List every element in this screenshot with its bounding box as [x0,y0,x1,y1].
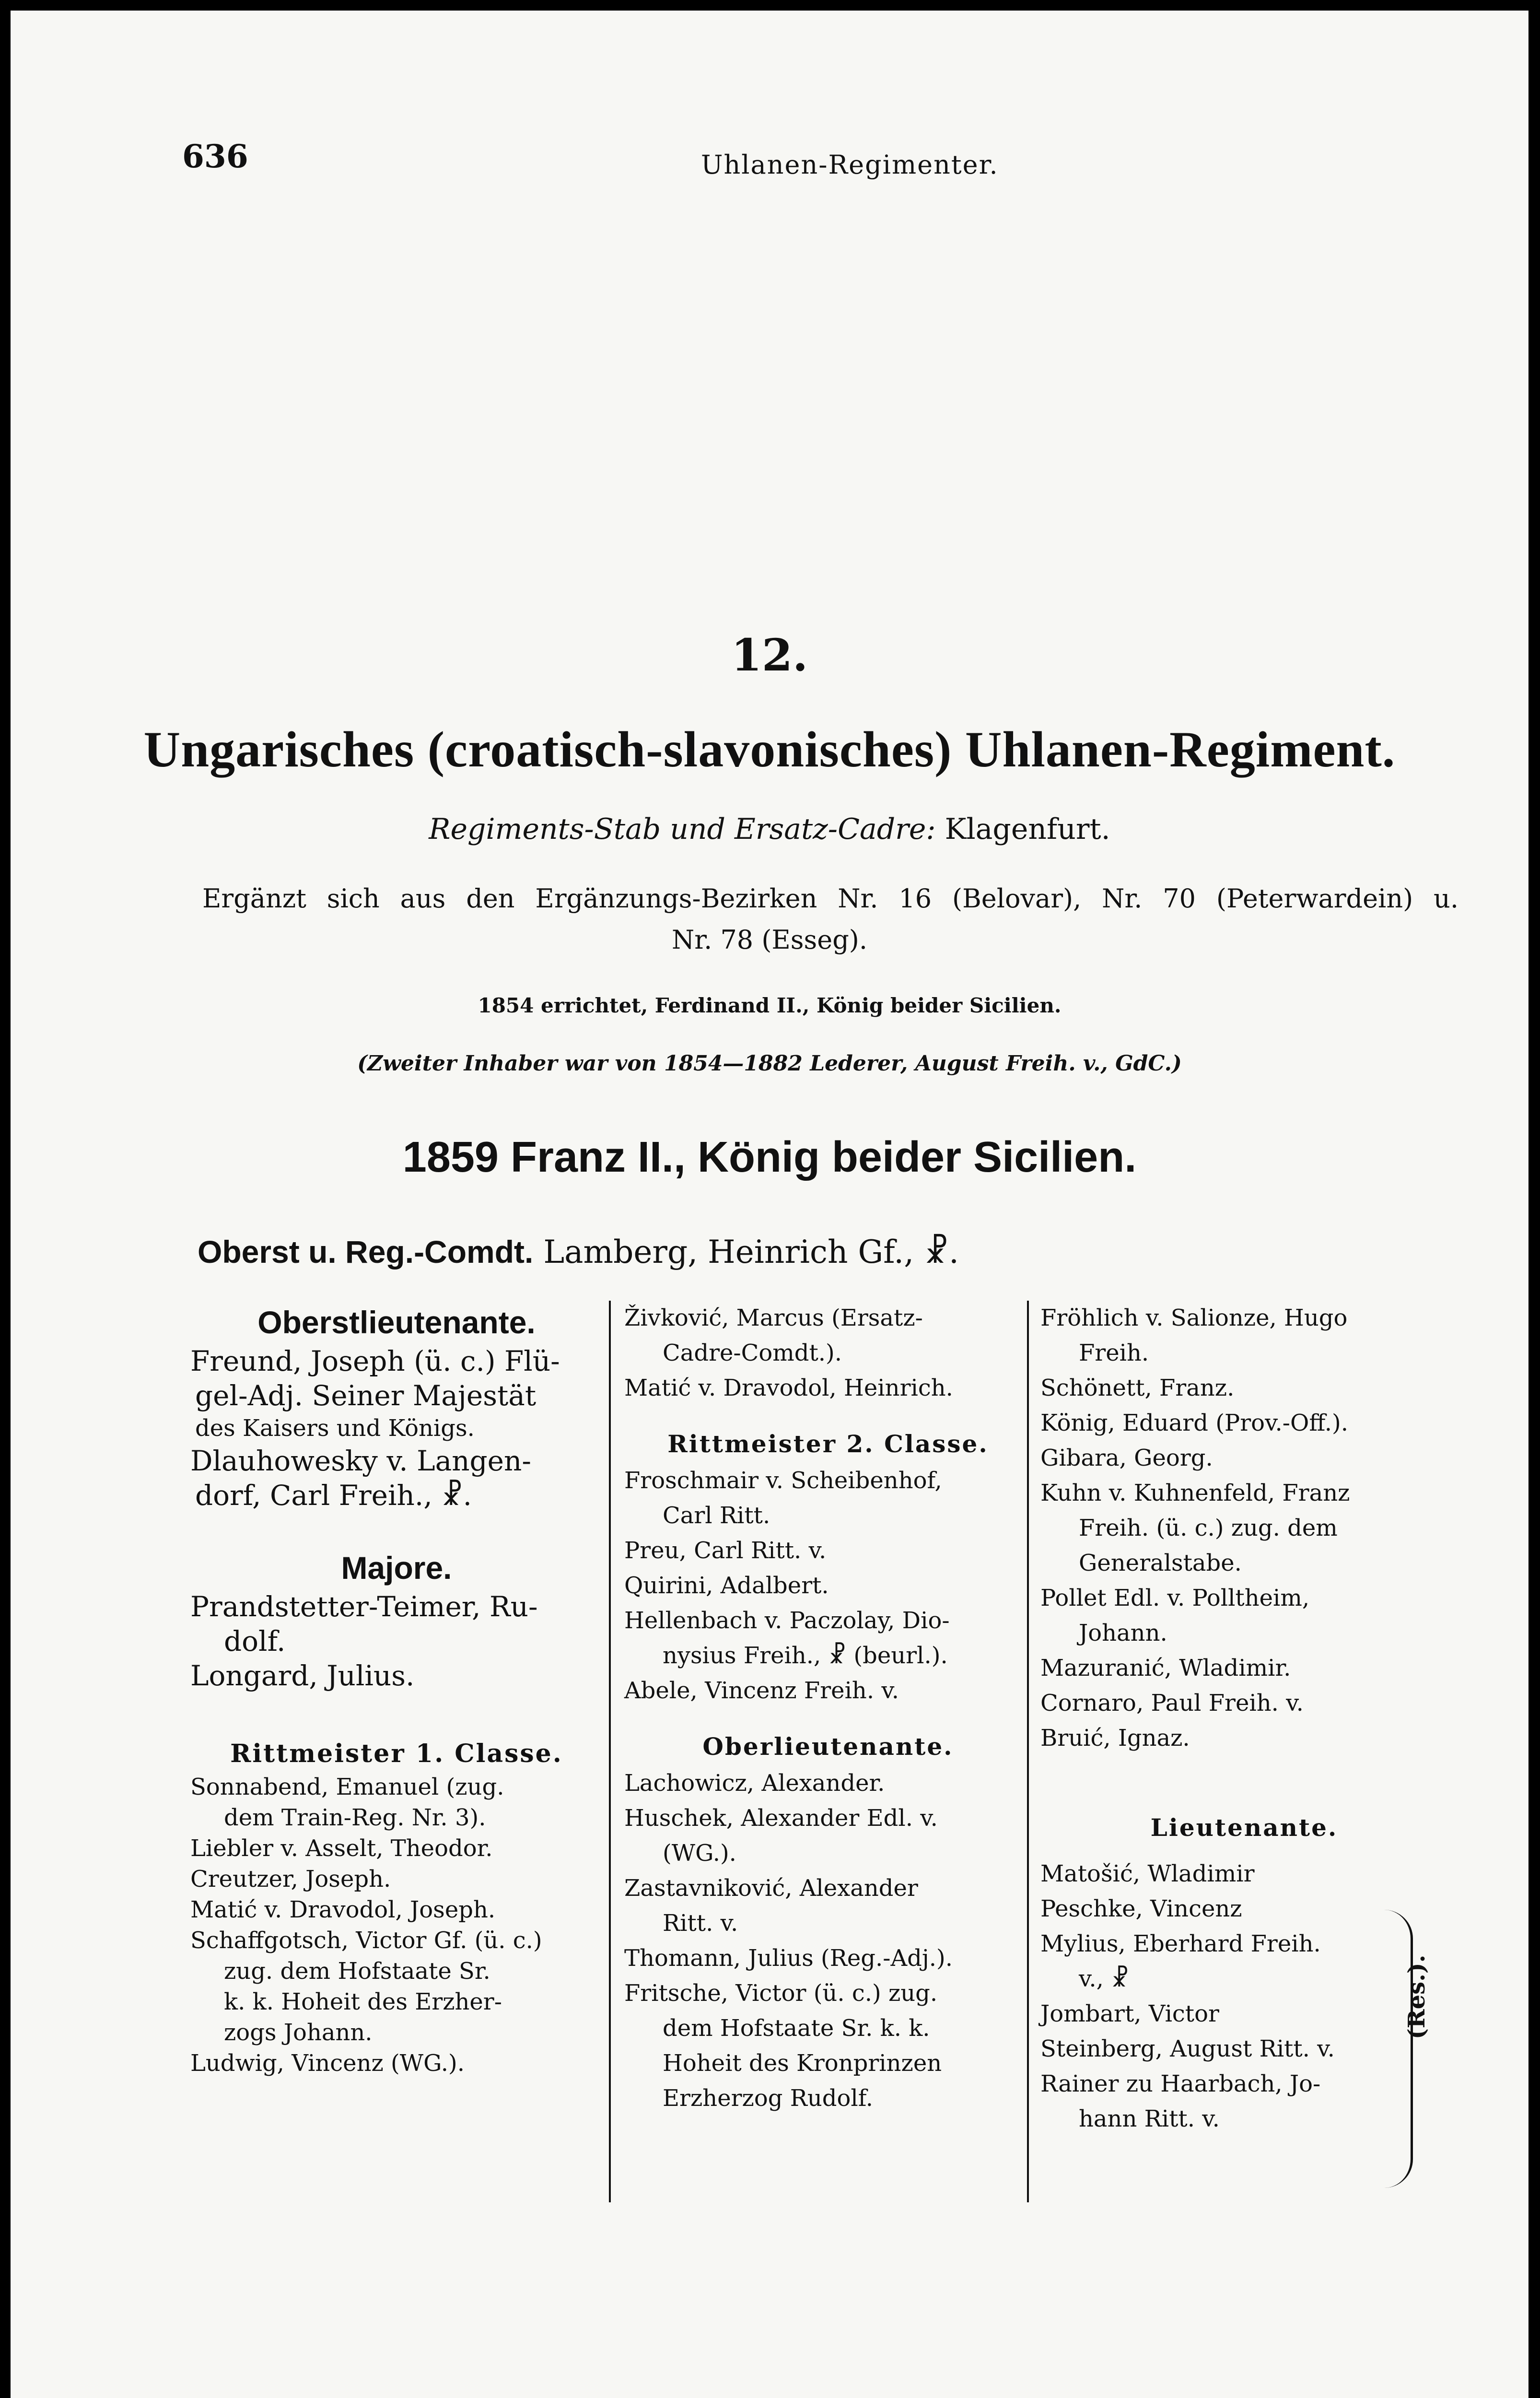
section-heading-rittmeister-1: Rittmeister 1. Classe. [230,1739,563,1768]
column-1 [190,1301,603,2079]
stab-label: Regiments-Stab und Ersatz-Cadre: [429,812,936,846]
list-item: Freih. [1079,1340,1149,1366]
regiment-stab [11,812,1528,846]
list-item: Lachowicz, Alexander. [624,1770,885,1797]
list-item: Ludwig, Vincenz (WG.). [190,2050,465,2077]
section-heading-majore: Majore. [341,1550,452,1586]
list-item: Cornaro, Paul Freih. v. [1040,1690,1304,1716]
section-heading-lieutenante: Lieutenante. [1150,1813,1338,1842]
list-item: Jombart, Victor [1040,2000,1219,2027]
list-item: gel-Adj. Seiner Majestät [195,1379,537,1412]
list-item: Zastavniković, Alexander [624,1875,918,1902]
list-item: Prandstetter-Teimer, Ru- [190,1590,538,1623]
oberst-label: Oberst u. Reg.-Comdt. [198,1234,534,1270]
list-item: dorf, Carl Freih., ☧. [195,1479,472,1512]
section-heading-rittmeister-2: Rittmeister 2. Classe. [667,1430,989,1458]
list-item: Mylius, Eberhard Freih. [1040,1930,1321,1957]
list-item: Steinberg, August Ritt. v. [1040,2035,1335,2062]
regiment-title: Ungarisches (croatisch-slavonisches) Uhlanen-Regiment. [143,721,1396,777]
list-item: dolf. [224,1625,286,1657]
list-item: König, Eduard (Prov.-Off.). [1040,1410,1348,1436]
list-item: Dlauhowesky v. Langen- [190,1445,531,1477]
oberst-line [198,1234,959,1270]
page-number: 636 [182,138,248,175]
column-divider [609,1301,611,2202]
list-item: nysius Freih., ☧ (beurl.). [663,1642,948,1669]
list-item: Preu, Carl Ritt. v. [624,1537,827,1564]
list-item: zug. dem Hofstaate Sr. [224,1958,490,1985]
section-heading-oberlieutenante: Oberlieutenante. [702,1732,954,1761]
ergaenzung-line-2: Nr. 78 (Esseg). [671,925,867,955]
ergaenzung-line-1: Ergänzt sich aus den Ergänzungs-Bezirken Nr. 16 (Belovar), Nr. 70 (Peterwardein) u. [202,883,1458,914]
list-item: des Kaisers und Königs. [195,1415,475,1442]
list-item: Matić v. Dravodol, Heinrich. [624,1375,953,1401]
column-2 [624,1301,1032,2116]
document-page [11,11,1528,2398]
list-item: Erzherzog Rudolf. [663,2085,874,2112]
section-heading-oberstlieutenante: Oberstlieutenante. [257,1305,536,1340]
list-item: zogs Johann. [224,2019,373,2046]
errichtet-line: 1854 errichtet, Ferdinand II., König beider Sicilien. [478,994,1062,1017]
list-item: Longard, Julius. [190,1659,415,1692]
list-item: Johann. [1079,1620,1167,1646]
list-item: Peschke, Vincenz [1040,1895,1242,1922]
list-item: Freund, Joseph (ü. c.) Flü- [190,1345,560,1377]
list-item: Mazuranić, Wladimir. [1040,1655,1291,1681]
list-item: Creutzer, Joseph. [190,1866,391,1893]
list-item: Thomann, Julius (Reg.-Adj.). [624,1945,953,1972]
list-item: Cadre-Comdt.). [663,1340,842,1366]
reserve-label: (Res.). [1403,1954,1430,2039]
list-item: dem Hofstaate Sr. k. k. [663,2015,930,2042]
list-item: (WG.). [663,1840,736,1867]
list-item: Matić v. Dravodol, Joseph. [190,1896,496,1923]
list-item: Rainer zu Haarbach, Jo- [1040,2070,1321,2097]
list-item: Bruić, Ignaz. [1040,1725,1190,1751]
list-item: Hoheit des Kronprinzen [663,2050,942,2077]
list-item: Liebler v. Asselt, Theodor. [190,1835,493,1862]
reserve-brace [1382,1910,1413,2188]
regiment-number: 12. [731,629,808,681]
list-item: Quirini, Adalbert. [624,1572,829,1599]
list-item: v., ☧ [1079,1965,1129,1992]
list-item: Schaffgotsch, Victor Gf. (ü. c.) [190,1927,542,1954]
list-item: Sonnabend, Emanuel (zug. [190,1774,504,1800]
list-item: Pollet Edl. v. Polltheim, [1040,1585,1310,1611]
list-item: Matošić, Wladimir [1040,1860,1255,1887]
list-item: Fritsche, Victor (ü. c.) zug. [624,1980,938,2007]
zweiter-inhaber-line: (Zweiter Inhaber war von 1854—1882 Lederer, August Freih. v., GdC.) [357,1051,1182,1076]
list-item: Freih. (ü. c.) zug. dem [1079,1515,1338,1541]
list-item: k. k. Hoheit des Erzher- [224,1988,502,2015]
running-title: Uhlanen-Regimenter. [701,150,999,180]
list-item: Carl Ritt. [663,1502,770,1529]
list-item: hann Ritt. v. [1079,2105,1220,2132]
list-item: Froschmair v. Scheibenhof, [624,1467,942,1494]
stab-place: Klagenfurt. [945,812,1110,846]
list-item: Živković, Marcus (Ersatz- [624,1305,923,1331]
list-item: Fröhlich v. Salionze, Hugo [1040,1305,1348,1331]
list-item: Schönett, Franz. [1040,1375,1235,1401]
list-item: Kuhn v. Kuhnenfeld, Franz [1040,1480,1350,1506]
list-item: Abele, Vincenz Freih. v. [624,1677,899,1704]
oberst-name: Lamberg, Heinrich Gf., ☧. [543,1234,959,1270]
list-item: Gibara, Georg. [1040,1445,1213,1471]
list-item: Hellenbach v. Paczolay, Dio- [624,1607,950,1634]
list-item: Huschek, Alexander Edl. v. [624,1805,938,1832]
inhaber-heading: 1859 Franz II., König beider Sicilien. [402,1133,1137,1181]
list-item: Ritt. v. [663,1910,738,1937]
list-item: Generalstabe. [1079,1550,1242,1576]
list-item: dem Train-Reg. Nr. 3). [224,1804,486,1831]
